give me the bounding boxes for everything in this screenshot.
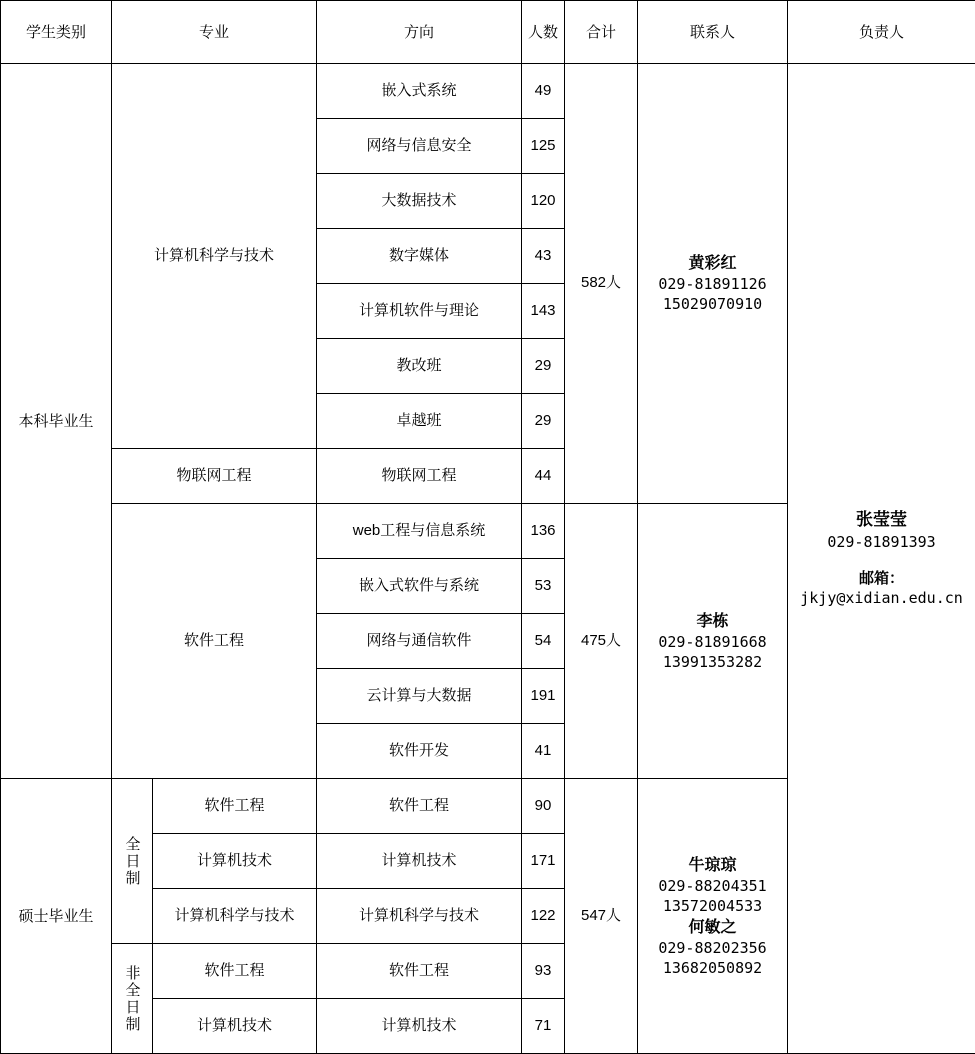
- cell-direction: 嵌入式软件与系统: [317, 559, 522, 614]
- cell-mode-parttime: [112, 944, 153, 1054]
- cell-count: 136: [522, 504, 565, 559]
- cell-count: 171: [522, 834, 565, 889]
- cell-major: 软件工程: [153, 944, 317, 999]
- cell-count: 125: [522, 119, 565, 174]
- cell-count: 43: [522, 229, 565, 284]
- cell-contact-huang: [638, 64, 788, 504]
- contact-name: 黄彩红: [641, 252, 784, 274]
- header-cell-direction: 方向: [317, 1, 522, 64]
- cell-direction: 物联网工程: [317, 449, 522, 504]
- mode-label: 非全日制: [125, 965, 140, 1033]
- contact-phone-2: 13572004533: [641, 896, 784, 916]
- header-cell-category: 学生类别: [1, 1, 112, 64]
- cell-direction: 云计算与大数据: [317, 669, 522, 724]
- cell-category-master: 硕士毕业生: [1, 779, 112, 1054]
- cell-total-475: 475人: [565, 504, 638, 779]
- cell-count: 90: [522, 779, 565, 834]
- cell-count: 41: [522, 724, 565, 779]
- cell-direction: 数字媒体: [317, 229, 522, 284]
- cell-mode-fulltime: [112, 779, 153, 944]
- cell-count: 29: [522, 394, 565, 449]
- manager-name: 张莹莹: [791, 509, 972, 532]
- header-cell-contact: 联系人: [638, 1, 788, 64]
- manager-phone: 029-81891393: [791, 532, 972, 552]
- table-row: [1, 64, 975, 119]
- cell-major: 计算机技术: [153, 999, 317, 1054]
- manager-mail-label: 邮箱：: [791, 568, 972, 588]
- cell-direction: 网络与信息安全: [317, 119, 522, 174]
- cell-count: 120: [522, 174, 565, 229]
- cell-count: 71: [522, 999, 565, 1054]
- cell-category-undergrad: 本科毕业生: [1, 64, 112, 779]
- cell-count: 143: [522, 284, 565, 339]
- cell-major: 计算机科学与技术: [153, 889, 317, 944]
- cell-count: 44: [522, 449, 565, 504]
- contact-phone-4: 13682050892: [641, 958, 784, 978]
- cell-major-iot: 物联网工程: [112, 449, 317, 504]
- cell-direction: 计算机软件与理论: [317, 284, 522, 339]
- manager-spacer: [791, 552, 972, 568]
- header-cell-manager: 负责人: [788, 1, 975, 64]
- cell-direction: 教改班: [317, 339, 522, 394]
- contact-phone-1: 029-88204351: [641, 876, 784, 896]
- cell-direction: 大数据技术: [317, 174, 522, 229]
- cell-direction: 计算机科学与技术: [317, 889, 522, 944]
- contact-phone-2: 15029070910: [641, 294, 784, 314]
- contact-name-2: 何敏之: [641, 916, 784, 938]
- manager-mail: jkjy@xidian.edu.cn: [791, 588, 972, 608]
- cell-count: 29: [522, 339, 565, 394]
- cell-total-582: 582人: [565, 64, 638, 504]
- cell-count: 93: [522, 944, 565, 999]
- header-cell-count: 人数: [522, 1, 565, 64]
- cell-manager: [788, 64, 975, 1054]
- header-row: [1, 1, 975, 64]
- cell-direction: 软件工程: [317, 944, 522, 999]
- cell-major-cs: 计算机科学与技术: [112, 64, 317, 449]
- cell-direction: 软件工程: [317, 779, 522, 834]
- table-header: [1, 1, 975, 64]
- cell-total-547: 547人: [565, 779, 638, 1054]
- cell-direction: web工程与信息系统: [317, 504, 522, 559]
- cell-direction: 嵌入式系统: [317, 64, 522, 119]
- cell-count: 53: [522, 559, 565, 614]
- cell-major: 计算机技术: [153, 834, 317, 889]
- header-cell-major: 专业: [112, 1, 317, 64]
- mode-label: 全日制: [125, 836, 140, 887]
- contact-phone-3: 029-88202356: [641, 938, 784, 958]
- cell-direction: 软件开发: [317, 724, 522, 779]
- table-body: [1, 64, 975, 1054]
- contact-name: 牛琼琼: [641, 854, 784, 876]
- cell-major: 软件工程: [153, 779, 317, 834]
- cell-count: 54: [522, 614, 565, 669]
- cell-count: 122: [522, 889, 565, 944]
- header-cell-total: 合计: [565, 1, 638, 64]
- cell-count: 191: [522, 669, 565, 724]
- cell-contact-master: [638, 779, 788, 1054]
- cell-major-se: 软件工程: [112, 504, 317, 779]
- cell-direction: 计算机技术: [317, 999, 522, 1054]
- contact-name: 李栋: [641, 610, 784, 632]
- cell-direction: 卓越班: [317, 394, 522, 449]
- contact-phone-2: 13991353282: [641, 652, 784, 672]
- contact-phone-1: 029-81891126: [641, 274, 784, 294]
- cell-contact-li: [638, 504, 788, 779]
- cell-direction: 网络与通信软件: [317, 614, 522, 669]
- contact-phone-1: 029-81891668: [641, 632, 784, 652]
- cell-direction: 计算机技术: [317, 834, 522, 889]
- cell-count: 49: [522, 64, 565, 119]
